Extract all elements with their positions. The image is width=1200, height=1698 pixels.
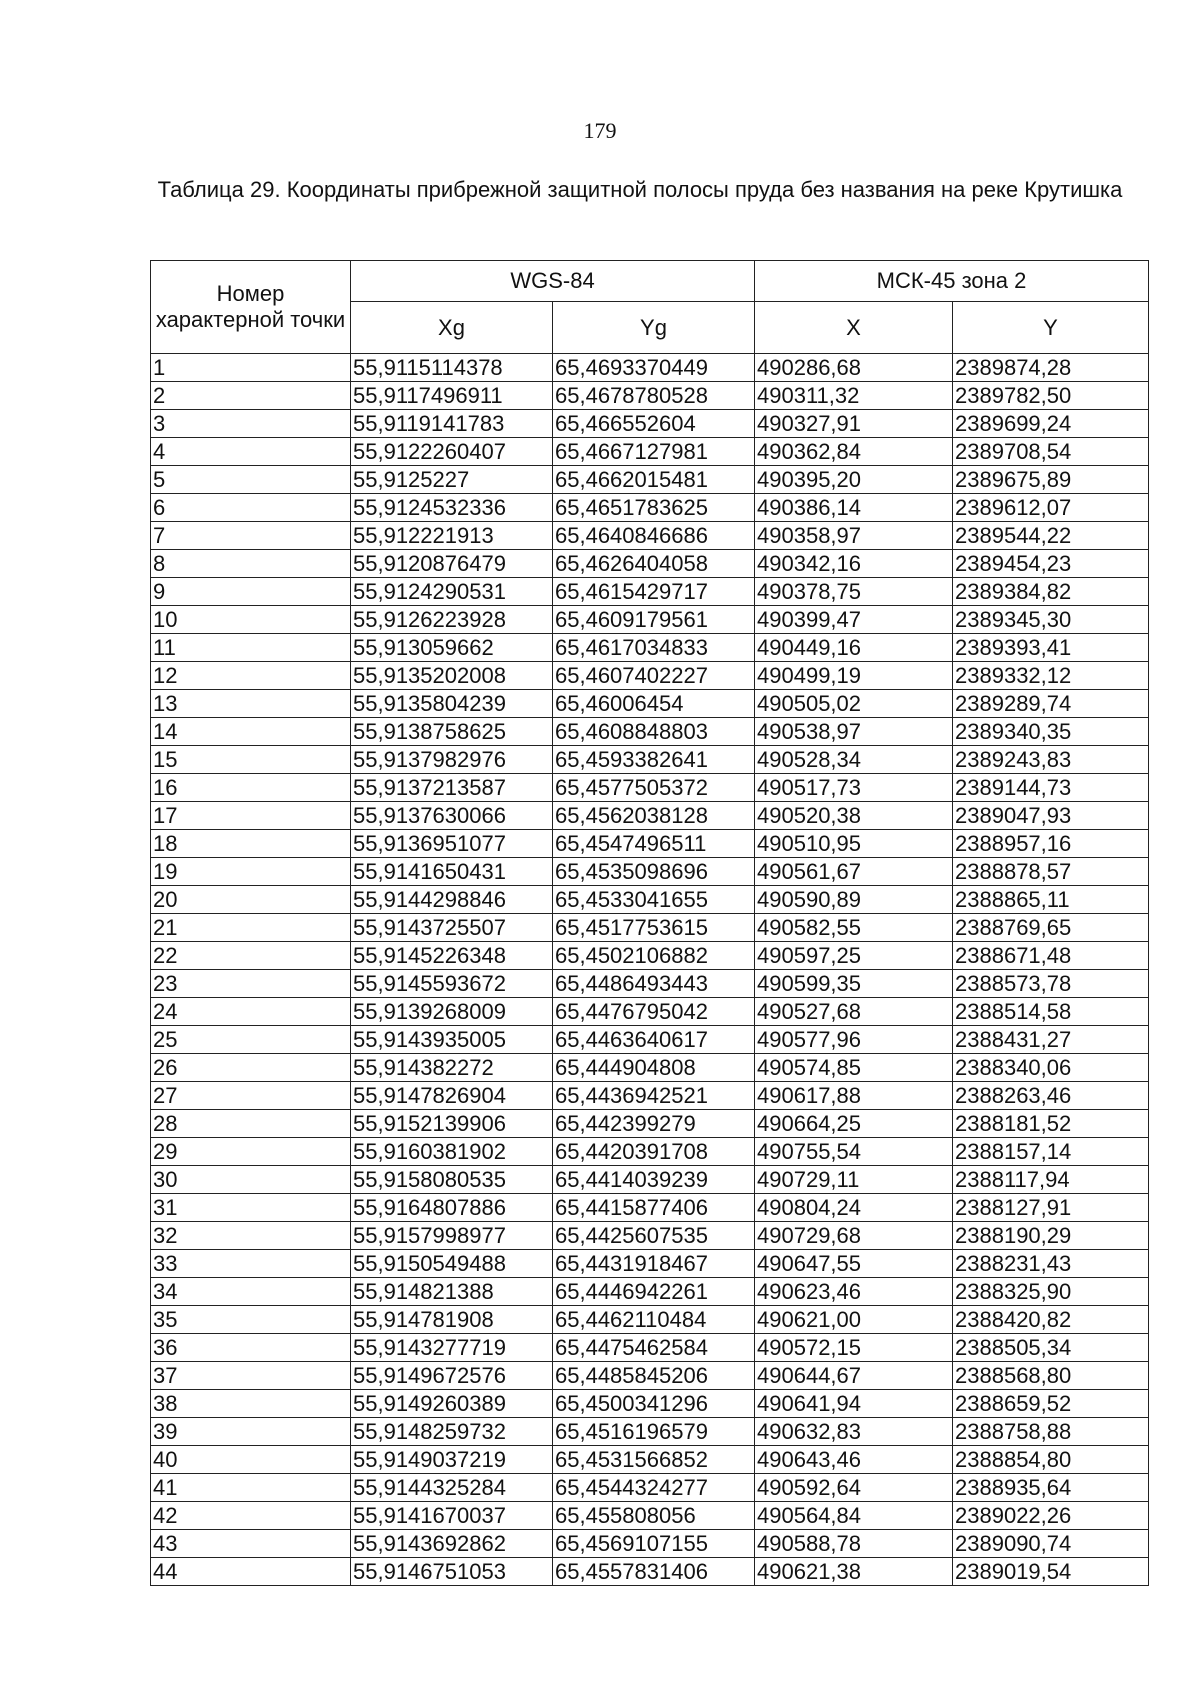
table-row bbox=[151, 354, 1149, 382]
cell-xg: 55,9119141783 bbox=[351, 410, 553, 438]
cell-y: 2388514,58 bbox=[953, 998, 1149, 1026]
header-x: X bbox=[755, 302, 953, 354]
cell-yg: 65,4425607535 bbox=[553, 1222, 755, 1250]
header-yg: Yg bbox=[553, 302, 755, 354]
cell-point: 29 bbox=[151, 1138, 351, 1166]
cell-yg: 65,4617034833 bbox=[553, 634, 755, 662]
cell-yg: 65,4531566852 bbox=[553, 1446, 755, 1474]
cell-x: 490572,15 bbox=[755, 1334, 953, 1362]
cell-y: 2388340,06 bbox=[953, 1054, 1149, 1082]
cell-xg: 55,9148259732 bbox=[351, 1418, 553, 1446]
cell-y: 2389047,93 bbox=[953, 802, 1149, 830]
table-row bbox=[151, 438, 1149, 466]
cell-x: 490358,97 bbox=[755, 522, 953, 550]
cell-point: 20 bbox=[151, 886, 351, 914]
cell-yg: 65,4516196579 bbox=[553, 1418, 755, 1446]
cell-xg: 55,913059662 bbox=[351, 634, 553, 662]
cell-yg: 65,4547496511 bbox=[553, 830, 755, 858]
cell-point: 28 bbox=[151, 1110, 351, 1138]
cell-x: 490632,83 bbox=[755, 1418, 953, 1446]
cell-yg: 65,4662015481 bbox=[553, 466, 755, 494]
cell-point: 8 bbox=[151, 550, 351, 578]
cell-yg: 65,4502106882 bbox=[553, 942, 755, 970]
cell-y: 2389874,28 bbox=[953, 354, 1149, 382]
table-row bbox=[151, 998, 1149, 1026]
cell-point: 25 bbox=[151, 1026, 351, 1054]
cell-y: 2388325,90 bbox=[953, 1278, 1149, 1306]
table-row bbox=[151, 1418, 1149, 1446]
cell-point: 39 bbox=[151, 1418, 351, 1446]
cell-x: 490643,46 bbox=[755, 1446, 953, 1474]
cell-y: 2388769,65 bbox=[953, 914, 1149, 942]
cell-xg: 55,9160381902 bbox=[351, 1138, 553, 1166]
cell-xg: 55,9141670037 bbox=[351, 1502, 553, 1530]
cell-yg: 65,4557831406 bbox=[553, 1558, 755, 1586]
table-row bbox=[151, 718, 1149, 746]
cell-y: 2389782,50 bbox=[953, 382, 1149, 410]
cell-x: 490527,68 bbox=[755, 998, 953, 1026]
cell-point: 19 bbox=[151, 858, 351, 886]
cell-yg: 65,4446942261 bbox=[553, 1278, 755, 1306]
cell-x: 490327,91 bbox=[755, 410, 953, 438]
cell-yg: 65,4640846686 bbox=[553, 522, 755, 550]
table-row bbox=[151, 1334, 1149, 1362]
cell-y: 2389544,22 bbox=[953, 522, 1149, 550]
cell-x: 490729,11 bbox=[755, 1166, 953, 1194]
cell-xg: 55,9136951077 bbox=[351, 830, 553, 858]
cell-x: 490755,54 bbox=[755, 1138, 953, 1166]
cell-x: 490621,00 bbox=[755, 1306, 953, 1334]
cell-point: 14 bbox=[151, 718, 351, 746]
cell-yg: 65,4476795042 bbox=[553, 998, 755, 1026]
cell-x: 490647,55 bbox=[755, 1250, 953, 1278]
cell-xg: 55,914382272 bbox=[351, 1054, 553, 1082]
cell-y: 2388231,43 bbox=[953, 1250, 1149, 1278]
cell-point: 31 bbox=[151, 1194, 351, 1222]
cell-xg: 55,9125227 bbox=[351, 466, 553, 494]
cell-xg: 55,9137982976 bbox=[351, 746, 553, 774]
table-row bbox=[151, 1474, 1149, 1502]
cell-x: 490621,38 bbox=[755, 1558, 953, 1586]
header-point-number: Номер характерной точки bbox=[151, 261, 351, 354]
cell-point: 41 bbox=[151, 1474, 351, 1502]
cell-xg: 55,9164807886 bbox=[351, 1194, 553, 1222]
cell-point: 24 bbox=[151, 998, 351, 1026]
cell-point: 33 bbox=[151, 1250, 351, 1278]
cell-x: 490510,95 bbox=[755, 830, 953, 858]
cell-x: 490399,47 bbox=[755, 606, 953, 634]
cell-y: 2388117,94 bbox=[953, 1166, 1149, 1194]
cell-y: 2388659,52 bbox=[953, 1390, 1149, 1418]
cell-y: 2389332,12 bbox=[953, 662, 1149, 690]
table-row bbox=[151, 858, 1149, 886]
table-row bbox=[151, 774, 1149, 802]
cell-point: 1 bbox=[151, 354, 351, 382]
table-row bbox=[151, 578, 1149, 606]
cell-point: 2 bbox=[151, 382, 351, 410]
cell-x: 490729,68 bbox=[755, 1222, 953, 1250]
cell-yg: 65,4651783625 bbox=[553, 494, 755, 522]
cell-yg: 65,4562038128 bbox=[553, 802, 755, 830]
cell-xg: 55,9137213587 bbox=[351, 774, 553, 802]
table-row bbox=[151, 886, 1149, 914]
cell-yg: 65,4431918467 bbox=[553, 1250, 755, 1278]
cell-yg: 65,4517753615 bbox=[553, 914, 755, 942]
cell-xg: 55,912221913 bbox=[351, 522, 553, 550]
table-row bbox=[151, 1390, 1149, 1418]
cell-x: 490564,84 bbox=[755, 1502, 953, 1530]
cell-point: 40 bbox=[151, 1446, 351, 1474]
table-row bbox=[151, 1446, 1149, 1474]
cell-x: 490590,89 bbox=[755, 886, 953, 914]
table-row bbox=[151, 1362, 1149, 1390]
page-number: 179 bbox=[583, 118, 617, 143]
cell-xg: 55,9149260389 bbox=[351, 1390, 553, 1418]
header-y: Y bbox=[953, 302, 1149, 354]
cell-point: 32 bbox=[151, 1222, 351, 1250]
cell-x: 490592,64 bbox=[755, 1474, 953, 1502]
table-row bbox=[151, 522, 1149, 550]
header-row-top bbox=[151, 261, 1149, 302]
table-row bbox=[151, 382, 1149, 410]
cell-point: 7 bbox=[151, 522, 351, 550]
cell-xg: 55,9144298846 bbox=[351, 886, 553, 914]
cell-yg: 65,4463640617 bbox=[553, 1026, 755, 1054]
cell-xg: 55,9115114378 bbox=[351, 354, 553, 382]
cell-xg: 55,9145593672 bbox=[351, 970, 553, 998]
table-row bbox=[151, 634, 1149, 662]
cell-x: 490597,25 bbox=[755, 942, 953, 970]
table-row bbox=[151, 1138, 1149, 1166]
table-row bbox=[151, 466, 1149, 494]
cell-yg: 65,4544324277 bbox=[553, 1474, 755, 1502]
cell-point: 27 bbox=[151, 1082, 351, 1110]
cell-x: 490599,35 bbox=[755, 970, 953, 998]
cell-yg: 65,4607402227 bbox=[553, 662, 755, 690]
cell-x: 490664,25 bbox=[755, 1110, 953, 1138]
cell-y: 2389022,26 bbox=[953, 1502, 1149, 1530]
cell-point: 18 bbox=[151, 830, 351, 858]
cell-point: 34 bbox=[151, 1278, 351, 1306]
table-row bbox=[151, 1110, 1149, 1138]
table-row bbox=[151, 690, 1149, 718]
table-row bbox=[151, 410, 1149, 438]
cell-y: 2388157,14 bbox=[953, 1138, 1149, 1166]
cell-x: 490623,46 bbox=[755, 1278, 953, 1306]
cell-x: 490804,24 bbox=[755, 1194, 953, 1222]
table-row bbox=[151, 1250, 1149, 1278]
cell-y: 2388865,11 bbox=[953, 886, 1149, 914]
cell-y: 2388957,16 bbox=[953, 830, 1149, 858]
table-row bbox=[151, 1222, 1149, 1250]
cell-yg: 65,4615429717 bbox=[553, 578, 755, 606]
cell-y: 2388181,52 bbox=[953, 1110, 1149, 1138]
table-row bbox=[151, 746, 1149, 774]
cell-x: 490588,78 bbox=[755, 1530, 953, 1558]
cell-xg: 55,9143935005 bbox=[351, 1026, 553, 1054]
table-body bbox=[151, 354, 1149, 1586]
cell-x: 490395,20 bbox=[755, 466, 953, 494]
table-row bbox=[151, 942, 1149, 970]
cell-y: 2389340,35 bbox=[953, 718, 1149, 746]
cell-point: 37 bbox=[151, 1362, 351, 1390]
cell-point: 15 bbox=[151, 746, 351, 774]
cell-xg: 55,9141650431 bbox=[351, 858, 553, 886]
table-row bbox=[151, 1502, 1149, 1530]
cell-point: 42 bbox=[151, 1502, 351, 1530]
table-row bbox=[151, 830, 1149, 858]
header-xg: Xg bbox=[351, 302, 553, 354]
cell-yg: 65,4593382641 bbox=[553, 746, 755, 774]
cell-y: 2389090,74 bbox=[953, 1530, 1149, 1558]
cell-point: 16 bbox=[151, 774, 351, 802]
cell-point: 38 bbox=[151, 1390, 351, 1418]
table-caption: Таблица 29. Координаты прибрежной защитной полосы пруда без названия на реке Крутишка bbox=[157, 177, 1123, 202]
cell-x: 490644,67 bbox=[755, 1362, 953, 1390]
cell-xg: 55,9124290531 bbox=[351, 578, 553, 606]
coordinates-table bbox=[150, 260, 1149, 1586]
cell-y: 2388420,82 bbox=[953, 1306, 1149, 1334]
cell-point: 23 bbox=[151, 970, 351, 998]
cell-yg: 65,4475462584 bbox=[553, 1334, 755, 1362]
cell-y: 2389243,83 bbox=[953, 746, 1149, 774]
cell-y: 2388127,91 bbox=[953, 1194, 1149, 1222]
cell-y: 2388935,64 bbox=[953, 1474, 1149, 1502]
cell-yg: 65,4436942521 bbox=[553, 1082, 755, 1110]
table-row bbox=[151, 1054, 1149, 1082]
cell-x: 490574,85 bbox=[755, 1054, 953, 1082]
table-row bbox=[151, 1558, 1149, 1586]
table-row bbox=[151, 1082, 1149, 1110]
cell-x: 490517,73 bbox=[755, 774, 953, 802]
table-row bbox=[151, 606, 1149, 634]
cell-xg: 55,9117496911 bbox=[351, 382, 553, 410]
cell-point: 44 bbox=[151, 1558, 351, 1586]
cell-point: 12 bbox=[151, 662, 351, 690]
cell-yg: 65,46006454 bbox=[553, 690, 755, 718]
cell-y: 2389699,24 bbox=[953, 410, 1149, 438]
cell-yg: 65,4462110484 bbox=[553, 1306, 755, 1334]
cell-yg: 65,4535098696 bbox=[553, 858, 755, 886]
cell-yg: 65,4420391708 bbox=[553, 1138, 755, 1166]
cell-y: 2388758,88 bbox=[953, 1418, 1149, 1446]
table-row bbox=[151, 494, 1149, 522]
cell-yg: 65,4577505372 bbox=[553, 774, 755, 802]
cell-xg: 55,9126223928 bbox=[351, 606, 553, 634]
cell-yg: 65,4486493443 bbox=[553, 970, 755, 998]
table-row bbox=[151, 1166, 1149, 1194]
cell-yg: 65,4533041655 bbox=[553, 886, 755, 914]
cell-point: 10 bbox=[151, 606, 351, 634]
cell-y: 2388671,48 bbox=[953, 942, 1149, 970]
table-row bbox=[151, 914, 1149, 942]
cell-xg: 55,9138758625 bbox=[351, 718, 553, 746]
cell-xg: 55,9137630066 bbox=[351, 802, 553, 830]
cell-point: 11 bbox=[151, 634, 351, 662]
cell-x: 490386,14 bbox=[755, 494, 953, 522]
cell-yg: 65,4414039239 bbox=[553, 1166, 755, 1194]
cell-xg: 55,9135202008 bbox=[351, 662, 553, 690]
cell-y: 2389393,41 bbox=[953, 634, 1149, 662]
cell-x: 490538,97 bbox=[755, 718, 953, 746]
cell-xg: 55,9149037219 bbox=[351, 1446, 553, 1474]
cell-point: 36 bbox=[151, 1334, 351, 1362]
cell-xg: 55,9157998977 bbox=[351, 1222, 553, 1250]
cell-y: 2389454,23 bbox=[953, 550, 1149, 578]
header-wgs84: WGS-84 bbox=[351, 261, 755, 302]
cell-xg: 55,9146751053 bbox=[351, 1558, 553, 1586]
cell-point: 21 bbox=[151, 914, 351, 942]
cell-point: 30 bbox=[151, 1166, 351, 1194]
cell-yg: 65,4693370449 bbox=[553, 354, 755, 382]
cell-yg: 65,4608848803 bbox=[553, 718, 755, 746]
cell-x: 490528,34 bbox=[755, 746, 953, 774]
table-row bbox=[151, 1278, 1149, 1306]
cell-y: 2389612,07 bbox=[953, 494, 1149, 522]
cell-xg: 55,9143277719 bbox=[351, 1334, 553, 1362]
cell-x: 490505,02 bbox=[755, 690, 953, 718]
cell-yg: 65,4500341296 bbox=[553, 1390, 755, 1418]
cell-xg: 55,9150549488 bbox=[351, 1250, 553, 1278]
table-row bbox=[151, 1530, 1149, 1558]
cell-yg: 65,4667127981 bbox=[553, 438, 755, 466]
cell-x: 490582,55 bbox=[755, 914, 953, 942]
cell-point: 9 bbox=[151, 578, 351, 606]
cell-yg: 65,442399279 bbox=[553, 1110, 755, 1138]
table-row bbox=[151, 1194, 1149, 1222]
cell-x: 490362,84 bbox=[755, 438, 953, 466]
cell-x: 490449,16 bbox=[755, 634, 953, 662]
cell-x: 490286,68 bbox=[755, 354, 953, 382]
cell-point: 43 bbox=[151, 1530, 351, 1558]
cell-y: 2389289,74 bbox=[953, 690, 1149, 718]
cell-yg: 65,4415877406 bbox=[553, 1194, 755, 1222]
cell-y: 2389384,82 bbox=[953, 578, 1149, 606]
cell-y: 2389675,89 bbox=[953, 466, 1149, 494]
cell-xg: 55,9145226348 bbox=[351, 942, 553, 970]
cell-y: 2389019,54 bbox=[953, 1558, 1149, 1586]
cell-xg: 55,9120876479 bbox=[351, 550, 553, 578]
cell-point: 22 bbox=[151, 942, 351, 970]
cell-xg: 55,9147826904 bbox=[351, 1082, 553, 1110]
cell-y: 2388263,46 bbox=[953, 1082, 1149, 1110]
cell-xg: 55,9135804239 bbox=[351, 690, 553, 718]
cell-x: 490311,32 bbox=[755, 382, 953, 410]
cell-point: 5 bbox=[151, 466, 351, 494]
cell-xg: 55,9139268009 bbox=[351, 998, 553, 1026]
cell-xg: 55,9143692862 bbox=[351, 1530, 553, 1558]
cell-y: 2388431,27 bbox=[953, 1026, 1149, 1054]
cell-point: 6 bbox=[151, 494, 351, 522]
cell-xg: 55,9124532336 bbox=[351, 494, 553, 522]
cell-y: 2389708,54 bbox=[953, 438, 1149, 466]
table-row bbox=[151, 550, 1149, 578]
cell-x: 490520,38 bbox=[755, 802, 953, 830]
cell-y: 2388505,34 bbox=[953, 1334, 1149, 1362]
cell-x: 490641,94 bbox=[755, 1390, 953, 1418]
cell-y: 2388878,57 bbox=[953, 858, 1149, 886]
cell-y: 2388568,80 bbox=[953, 1362, 1149, 1390]
cell-y: 2389144,73 bbox=[953, 774, 1149, 802]
table-row bbox=[151, 662, 1149, 690]
table-row bbox=[151, 1026, 1149, 1054]
cell-xg: 55,9122260407 bbox=[351, 438, 553, 466]
cell-yg: 65,444904808 bbox=[553, 1054, 755, 1082]
cell-x: 490342,16 bbox=[755, 550, 953, 578]
cell-xg: 55,914781908 bbox=[351, 1306, 553, 1334]
cell-yg: 65,4609179561 bbox=[553, 606, 755, 634]
cell-y: 2388573,78 bbox=[953, 970, 1149, 998]
cell-yg: 65,4626404058 bbox=[553, 550, 755, 578]
cell-point: 17 bbox=[151, 802, 351, 830]
cell-point: 4 bbox=[151, 438, 351, 466]
cell-xg: 55,9144325284 bbox=[351, 1474, 553, 1502]
cell-point: 26 bbox=[151, 1054, 351, 1082]
cell-xg: 55,9158080535 bbox=[351, 1166, 553, 1194]
cell-yg: 65,4485845206 bbox=[553, 1362, 755, 1390]
cell-yg: 65,455808056 bbox=[553, 1502, 755, 1530]
table-row bbox=[151, 802, 1149, 830]
cell-x: 490499,19 bbox=[755, 662, 953, 690]
cell-yg: 65,4678780528 bbox=[553, 382, 755, 410]
cell-xg: 55,9149672576 bbox=[351, 1362, 553, 1390]
cell-xg: 55,9143725507 bbox=[351, 914, 553, 942]
table-row bbox=[151, 970, 1149, 998]
cell-y: 2388190,29 bbox=[953, 1222, 1149, 1250]
cell-yg: 65,4569107155 bbox=[553, 1530, 755, 1558]
cell-point: 13 bbox=[151, 690, 351, 718]
cell-xg: 55,9152139906 bbox=[351, 1110, 553, 1138]
cell-point: 35 bbox=[151, 1306, 351, 1334]
cell-x: 490577,96 bbox=[755, 1026, 953, 1054]
cell-xg: 55,914821388 bbox=[351, 1278, 553, 1306]
table-row bbox=[151, 1306, 1149, 1334]
header-msk45: МСК-45 зона 2 bbox=[755, 261, 1149, 302]
cell-x: 490378,75 bbox=[755, 578, 953, 606]
cell-y: 2389345,30 bbox=[953, 606, 1149, 634]
cell-yg: 65,466552604 bbox=[553, 410, 755, 438]
cell-y: 2388854,80 bbox=[953, 1446, 1149, 1474]
cell-x: 490561,67 bbox=[755, 858, 953, 886]
cell-point: 3 bbox=[151, 410, 351, 438]
cell-x: 490617,88 bbox=[755, 1082, 953, 1110]
